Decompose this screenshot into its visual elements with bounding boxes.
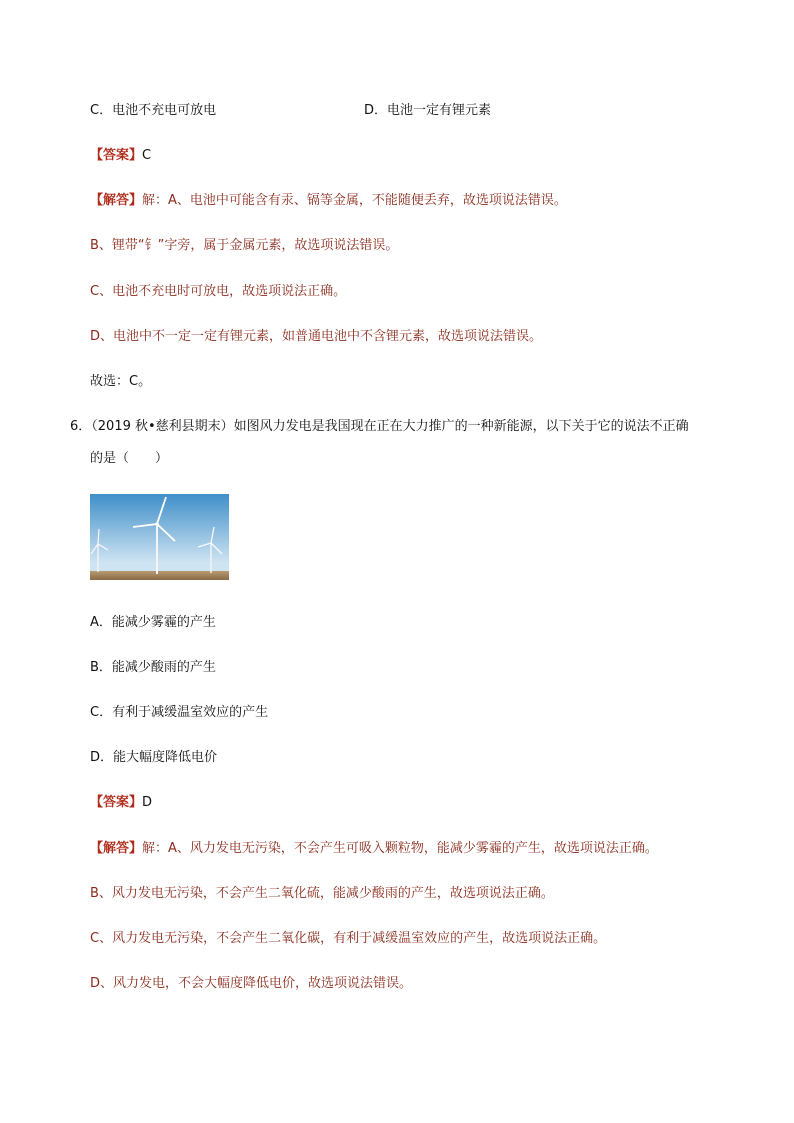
analysis-tag: 【解答】 xyxy=(90,841,143,856)
prev-analysis-a xyxy=(90,192,567,210)
q6-option-d: D．能大幅度降低电价 xyxy=(90,750,218,765)
prev-answer xyxy=(90,147,151,165)
answer-value: D xyxy=(142,795,153,810)
q6-answer xyxy=(90,794,152,812)
prev-analysis-d: D、电池中不一定一定有锂元素，如普通电池中不含锂元素，故选项说法错误。 xyxy=(90,329,543,344)
wind-turbine-image xyxy=(90,494,229,580)
q6-stem-line1: 6．（2019 秋•慈利县期末）如图风力发电是我国现在正在大力推广的一种新能源，以下关于它的说法不正确 xyxy=(70,419,689,434)
q6-option-a: A．能减少雾霾的产生 xyxy=(90,615,216,630)
prev-analysis-b: B、锂带“钅”字旁，属于金属元素，故选项说法错误。 xyxy=(90,238,399,253)
q6-option-c: C．有利于减缓温室效应的产生 xyxy=(90,705,269,720)
q6-analysis-c: C、风力发电无污染，不会产生二氧化碳，有利于减缓温室效应的产生，故选项说法正确。 xyxy=(90,931,607,946)
q6-analysis-b: B、风力发电无污染，不会产生二氧化硫，能减少酸雨的产生，故选项说法正确。 xyxy=(90,886,554,901)
prev-option-c: C．电池不充电可放电 xyxy=(90,103,217,118)
prev-conclusion: 故选：C。 xyxy=(90,374,152,389)
q6-option-b: B．能减少酸雨的产生 xyxy=(90,660,216,675)
answer-tag: 【答案】 xyxy=(90,795,143,810)
analysis-text: 解：A、风力发电无污染，不会产生可吸入颗粒物，能减少雾霾的产生，故选项说法正确。 xyxy=(142,841,658,856)
analysis-text: 解：A、电池中可能含有汞、镉等金属，不能随便丢弃，故选项说法错误。 xyxy=(142,193,567,208)
q6-analysis-a xyxy=(90,840,658,858)
prev-option-d: D．电池一定有锂元素 xyxy=(364,103,492,118)
q6-analysis-d: D、风力发电，不会大幅度降低电价，故选项说法错误。 xyxy=(90,976,413,991)
analysis-tag: 【解答】 xyxy=(90,193,143,208)
answer-tag: 【答案】 xyxy=(90,148,143,163)
answer-value: C xyxy=(142,148,152,163)
prev-analysis-c: C、电池不充电时可放电，故选项说法正确。 xyxy=(90,284,347,299)
q6-stem-line2: 的是（ ） xyxy=(90,451,169,466)
